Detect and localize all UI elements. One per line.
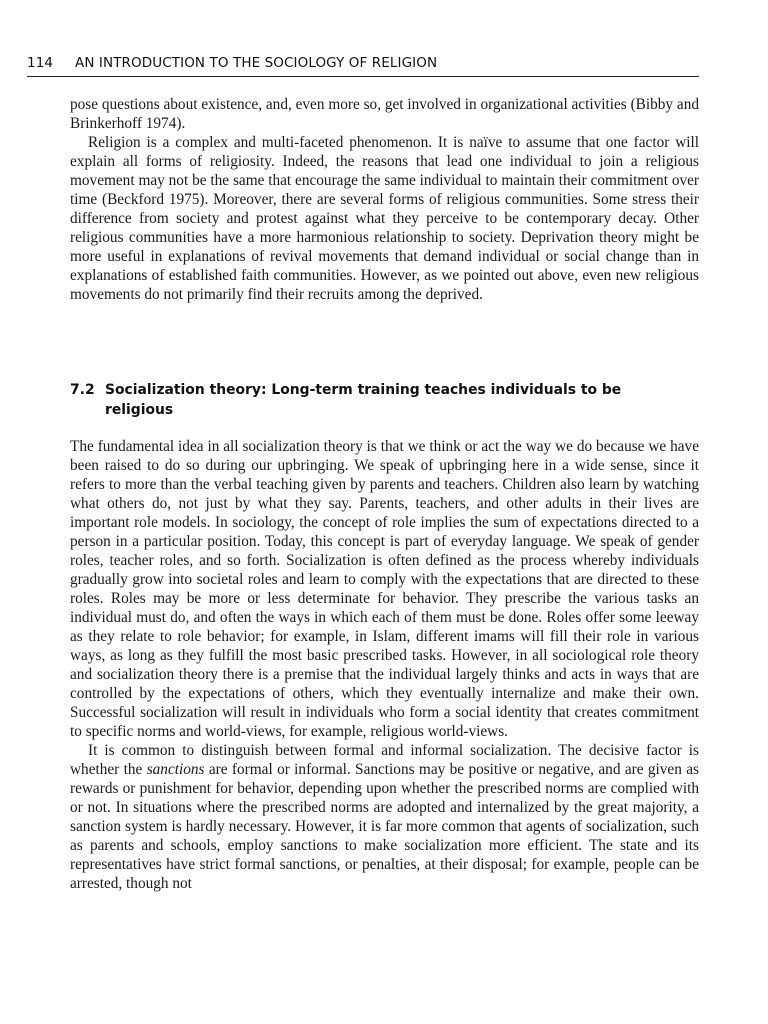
page-number: 114	[27, 55, 54, 71]
emphasis-sanctions: sanctions	[146, 761, 205, 778]
paragraph-formal-informal	[70, 741, 699, 893]
running-header	[27, 54, 699, 77]
text-block-top	[70, 95, 699, 304]
paragraph-formal-informal-start: It is common to distinguish between formal and informal socialization. The decisive factor is whether the	[70, 742, 699, 778]
text-block-bottom	[70, 437, 699, 893]
paragraph-religion-complex: Religion is a complex and multi-faceted phenomenon. It is naïve to assume that one factor will explain all forms of religiosity. Indeed, the reasons that lead one individual to join a religious movement may not be the same that encourage the same individual to maintain their commitment over time (Beckford 1975). Moreover, there are several forms of religious communities. Some stress their difference from society and protest against what they perceive to be contemporary decay. Other religious communities have a more harmonious relationship to society. Deprivation theory might be more useful in explanations of revival movements that demand individual or social change than in explanations of established faith communities. However, as we pointed out above, even new religious movements do not primarily find their recruits among the deprived.	[70, 134, 699, 303]
paragraph-socialization-idea: The fundamental idea in all socialization theory is that we think or act the way we do because we have been raised to do so during our upbringing. We speak of upbringing here in a wide sense, since it refers to more than the verbal teaching given by parents and teachers. Children also learn by watching what others do, not just by what they say. Parents, teachers, and other adults in their lives are important role models. In sociology, the concept of role implies the sum of expectations directed to a person in a particular position. Today, this concept is part of everyday language. We speak of gender roles, teacher roles, and so forth. Socialization is often defined as the process whereby individuals gradually grow into societal roles and learn to comply with the expectations that are directed to these roles. Roles may be more or less determinate for behavior. They prescribe the various tasks an individual must do, and often the ways in which each of them must be done. Roles offer some leeway as they relate to role behavior; for example, in Islam, different imams will fill their role in various ways, as long as they fulfill the most basic prescribed tasks. However, in all sociological role theory and socialization theory there is a premise that the individual largely thinks and acts in ways that are controlled by the expectations of others, which they eventually internalize and make their own. Successful socialization will result in individuals who form a social identity that creates commitment to specific norms and world-views, for example, religious world-views.	[70, 438, 699, 740]
running-title: AN INTRODUCTION TO THE SOCIOLOGY OF RELIGION	[75, 55, 438, 71]
paragraph-formal-informal-rest: are formal or informal. Sanctions may be positive or negative, and are given as rewards or punishment for behavior, depending upon whether the prescribed norms are complied with or not. In situations where the prescribed norms are adopted and internalized by the great majority, a sanction system is hardly necessary. However, it is far more common that agents of socialization, such as parents and schools, employ sanctions to make socialization more efficient. The state and its representatives have strict formal sanctions, or penalties, at their disposal; for example, people can be arrested, though not	[70, 761, 699, 892]
section-heading	[70, 380, 699, 420]
paragraph-continued: pose questions about existence, and, even more so, get involved in organizational activities (Bibby and Brinkerhoff 1974).	[70, 96, 699, 132]
section-number: 7.2	[70, 382, 95, 398]
section-title: Socialization theory: Long-term training teaches individuals to be religious	[105, 382, 622, 418]
